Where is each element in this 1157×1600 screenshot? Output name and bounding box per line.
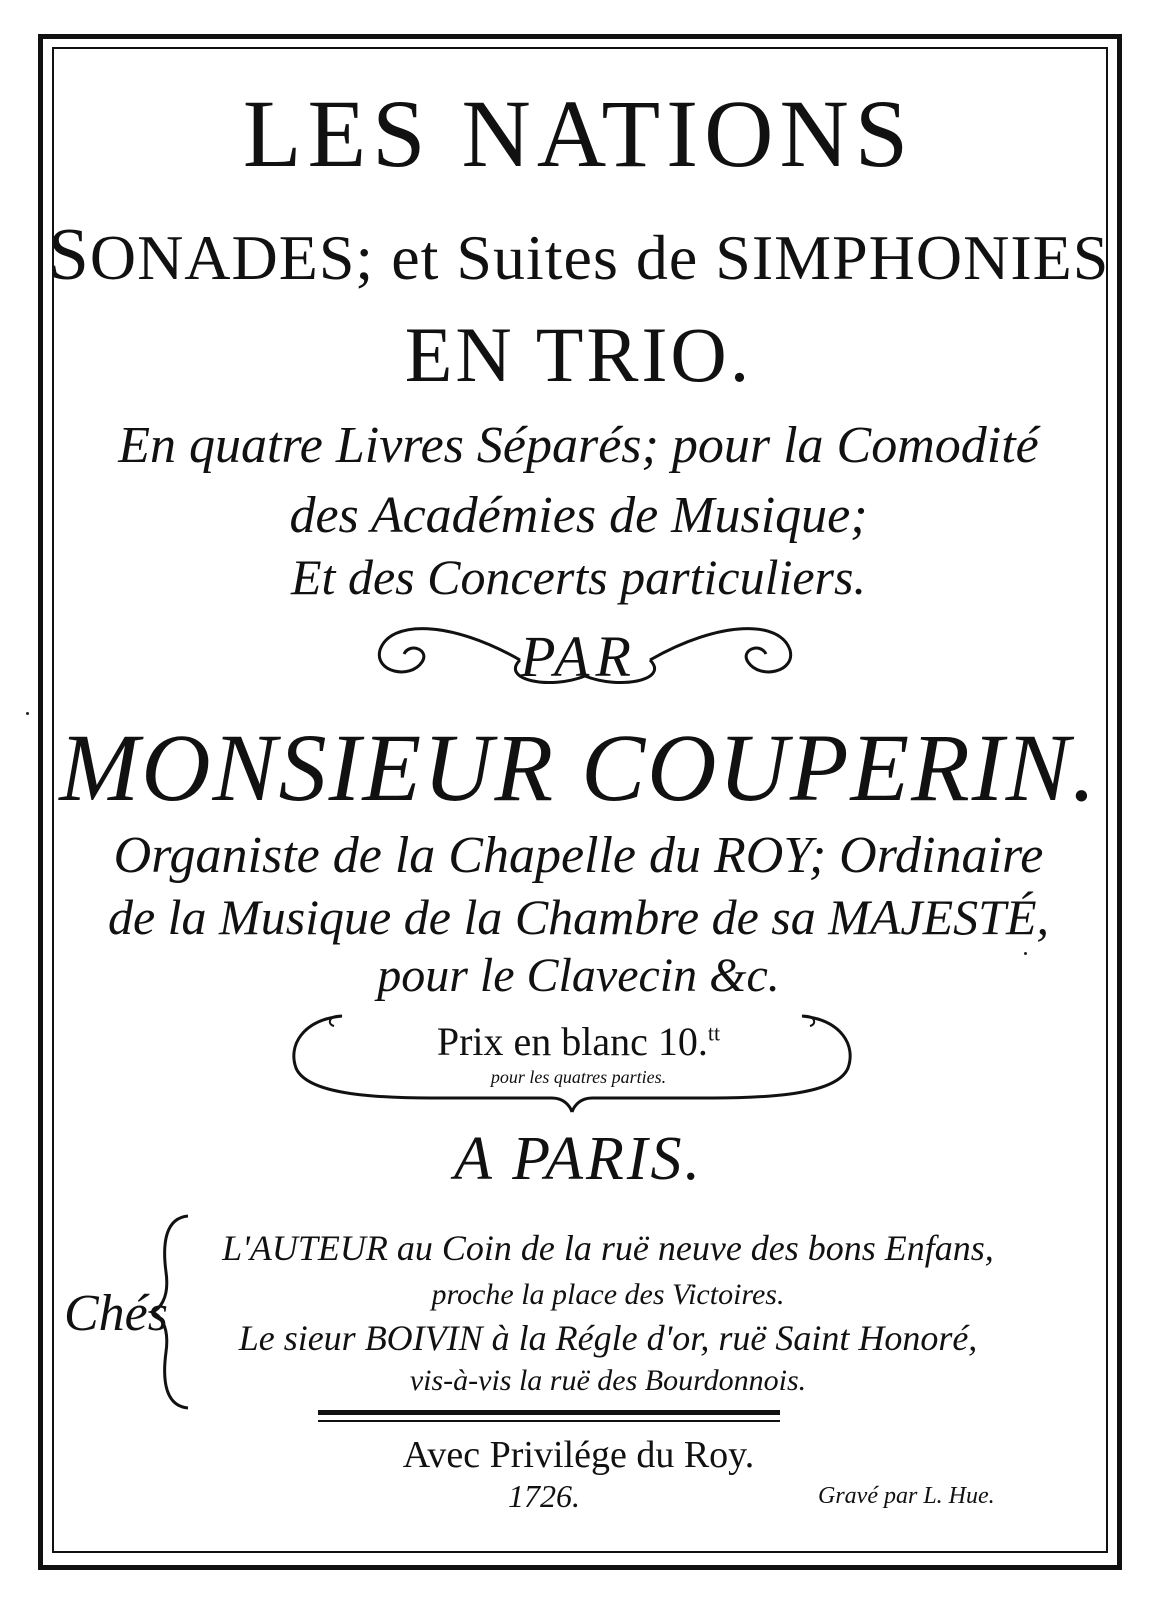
price-line — [0, 1019, 1157, 1064]
publication-year: 1726. — [508, 1478, 580, 1514]
trio-heading: EN TRIO. — [404, 311, 753, 398]
city-heading: A PARIS. — [453, 1125, 704, 1193]
price-label: Prix en blanc 10. — [436, 1019, 708, 1064]
description-line-2: des Académies de Musique; — [289, 487, 868, 544]
double-rule-thick — [318, 1410, 780, 1415]
author-name: MONSIEUR COUPERIN. — [59, 714, 1098, 821]
description-line-3: Et des Concerts particuliers. — [291, 549, 866, 605]
role-line-3: pour le Clavecin &c. — [377, 949, 780, 1002]
engraver-credit: Gravé par L. Hue. — [818, 1483, 995, 1509]
subtitle-middle: ; et Suites de — [355, 222, 716, 293]
ink-speck — [26, 712, 29, 715]
subtitle-simphonies: SIMPHONIES — [715, 222, 1110, 293]
title: LES NATIONS — [242, 80, 915, 187]
description-line-1: En quatre Livres Séparés; pour la Comodité — [118, 417, 1039, 474]
ink-speck — [1024, 952, 1027, 955]
double-rule-thin — [318, 1420, 780, 1422]
subtitle-sonades: ONADES — [89, 222, 356, 293]
par-label: PAR — [520, 624, 637, 689]
ches-label: Chés — [64, 1285, 168, 1342]
address-line-2: proche la place des Victoires. — [431, 1278, 785, 1311]
subtitle — [0, 214, 1157, 296]
price-note: pour les quatres parties. — [490, 1067, 667, 1087]
role-line-2: de la Musique de la Chambre de sa MAJESTÉ, — [107, 889, 1050, 945]
address-line-3: Le sieur BOIVIN à la Régle d'or, ruë Saint Honoré, — [238, 1318, 978, 1358]
privilege-line: Avec Privilége du Roy. — [402, 1434, 755, 1476]
price-unit: tt — [707, 1020, 721, 1046]
subtitle-initial: S — [47, 214, 90, 296]
role-line-1: Organiste de la Chapelle du ROY; Ordinaire — [113, 827, 1044, 884]
address-line-1: L'AUTEUR au Coin de la ruë neuve des bons Enfans, — [222, 1228, 994, 1268]
address-line-4: vis-à-vis la ruë des Bourdonnois. — [409, 1364, 807, 1397]
